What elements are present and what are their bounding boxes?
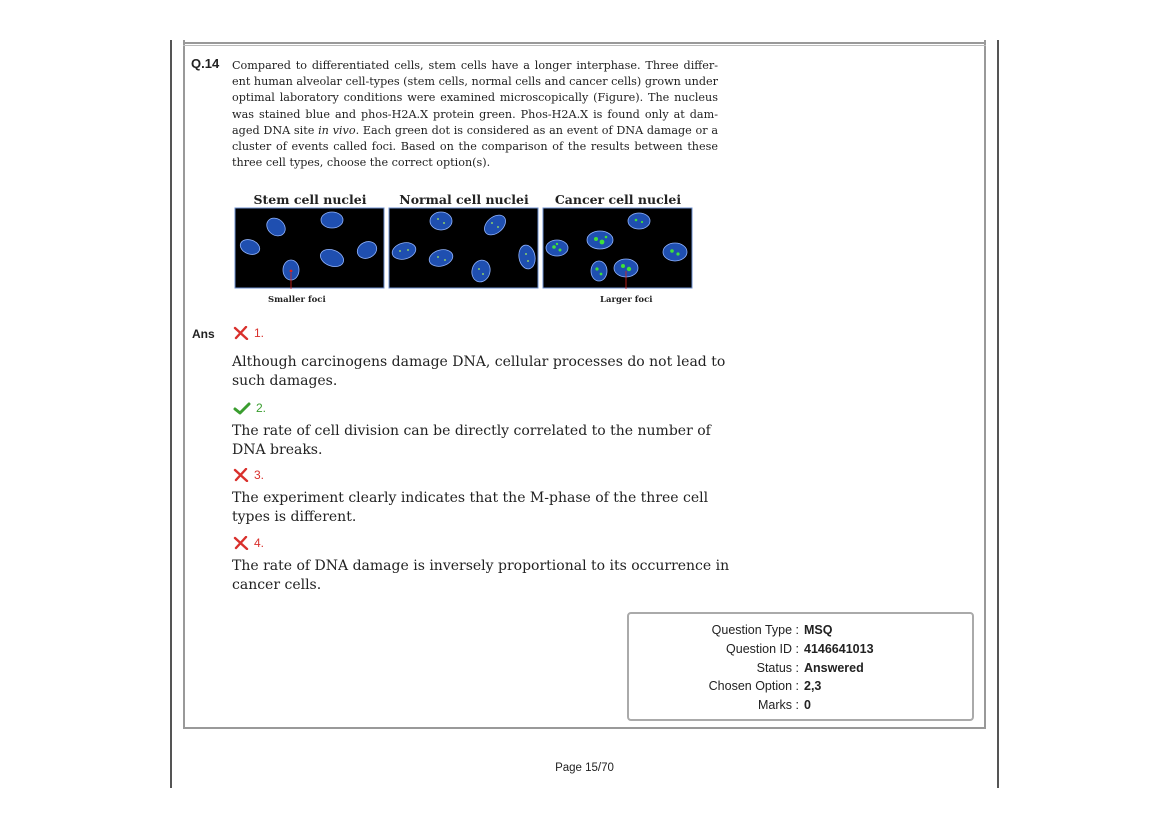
info-status-label: Status : xyxy=(756,661,799,675)
figure-title-stem: Stem cell nuclei xyxy=(253,192,367,207)
info-marks-label: Marks : xyxy=(758,698,799,712)
info-question-id-label: Question ID : xyxy=(726,642,799,656)
normal-cell-panel xyxy=(389,208,538,288)
info-marks xyxy=(629,698,972,716)
option-3-header xyxy=(233,468,264,482)
page-right-rule xyxy=(997,40,999,788)
option-1-header xyxy=(233,326,264,340)
info-question-type xyxy=(629,623,972,641)
cross-icon xyxy=(233,468,249,482)
option-2-header xyxy=(233,401,266,415)
question-text-italic: in vivo xyxy=(318,123,356,137)
page-left-rule xyxy=(170,40,172,788)
page-number: Page 15/70 xyxy=(555,762,614,774)
info-question-id xyxy=(629,642,972,660)
question-info-box xyxy=(627,612,974,721)
answer-label: Ans xyxy=(192,327,215,341)
option-4-number: 4. xyxy=(254,536,265,550)
option-3-number: 3. xyxy=(254,468,265,482)
info-status-value: Answered xyxy=(804,661,864,675)
info-status xyxy=(629,661,972,679)
option-4-text: The rate of DNA damage is inversely proportional to its occurrence in cancer cells. xyxy=(232,558,730,593)
cross-icon xyxy=(233,536,249,550)
option-2-number: 2. xyxy=(256,401,267,415)
option-2-text: The rate of cell division can be directly correlated to the number of DNA breaks. xyxy=(232,423,711,458)
figure-caption-smaller-foci: Smaller foci xyxy=(268,295,326,305)
info-chosen-option xyxy=(629,679,972,697)
info-chosen-option-label: Chosen Option : xyxy=(708,679,799,693)
question-number: Q.14 xyxy=(191,56,220,71)
option-1-text: Although carcinogens damage DNA, cellular processes do not lead to such damages. xyxy=(232,354,726,389)
figure-title-normal: Normal cell nuclei xyxy=(399,192,529,207)
check-icon xyxy=(233,402,251,415)
question-panel-top-border xyxy=(183,42,986,46)
info-marks-value: 0 xyxy=(804,698,811,712)
option-1-number: 1. xyxy=(254,326,265,340)
stem-cell-panel xyxy=(235,208,384,289)
info-question-type-value: MSQ xyxy=(804,623,833,637)
question-text: Compared to differentiated cells, stem cells have a longer interphase. Three differ-ent human alveolar cell-types (stem cells, normal cells and cancer cells) grown under optimal laboratory conditions were examined microscopically (Figure). The nucleus was stained blue and phos-H2A.X protein green. Phos-H2A.X is found only at dam-aged DNA site in vivo. Each green dot is considered as an event of DNA damage or a cluster of events called foci. Based on the comparison of the results between these three cell types, choose the correct option(s). xyxy=(232,59,719,170)
info-question-type-label: Question Type : xyxy=(711,623,799,637)
option-3-text: The experiment clearly indicates that the M-phase of the three cell types is different. xyxy=(232,490,709,525)
cancer-cell-panel xyxy=(543,208,692,289)
figure-title-cancer: Cancer cell nuclei xyxy=(554,192,682,207)
option-4-header xyxy=(233,536,264,550)
figure-micrographs xyxy=(234,207,694,289)
info-chosen-option-value: 2,3 xyxy=(804,679,822,693)
figure-caption-larger-foci: Larger foci xyxy=(600,295,653,305)
cross-icon xyxy=(233,326,249,340)
question-figure xyxy=(234,192,694,308)
info-question-id-value: 4146641013 xyxy=(804,642,874,656)
